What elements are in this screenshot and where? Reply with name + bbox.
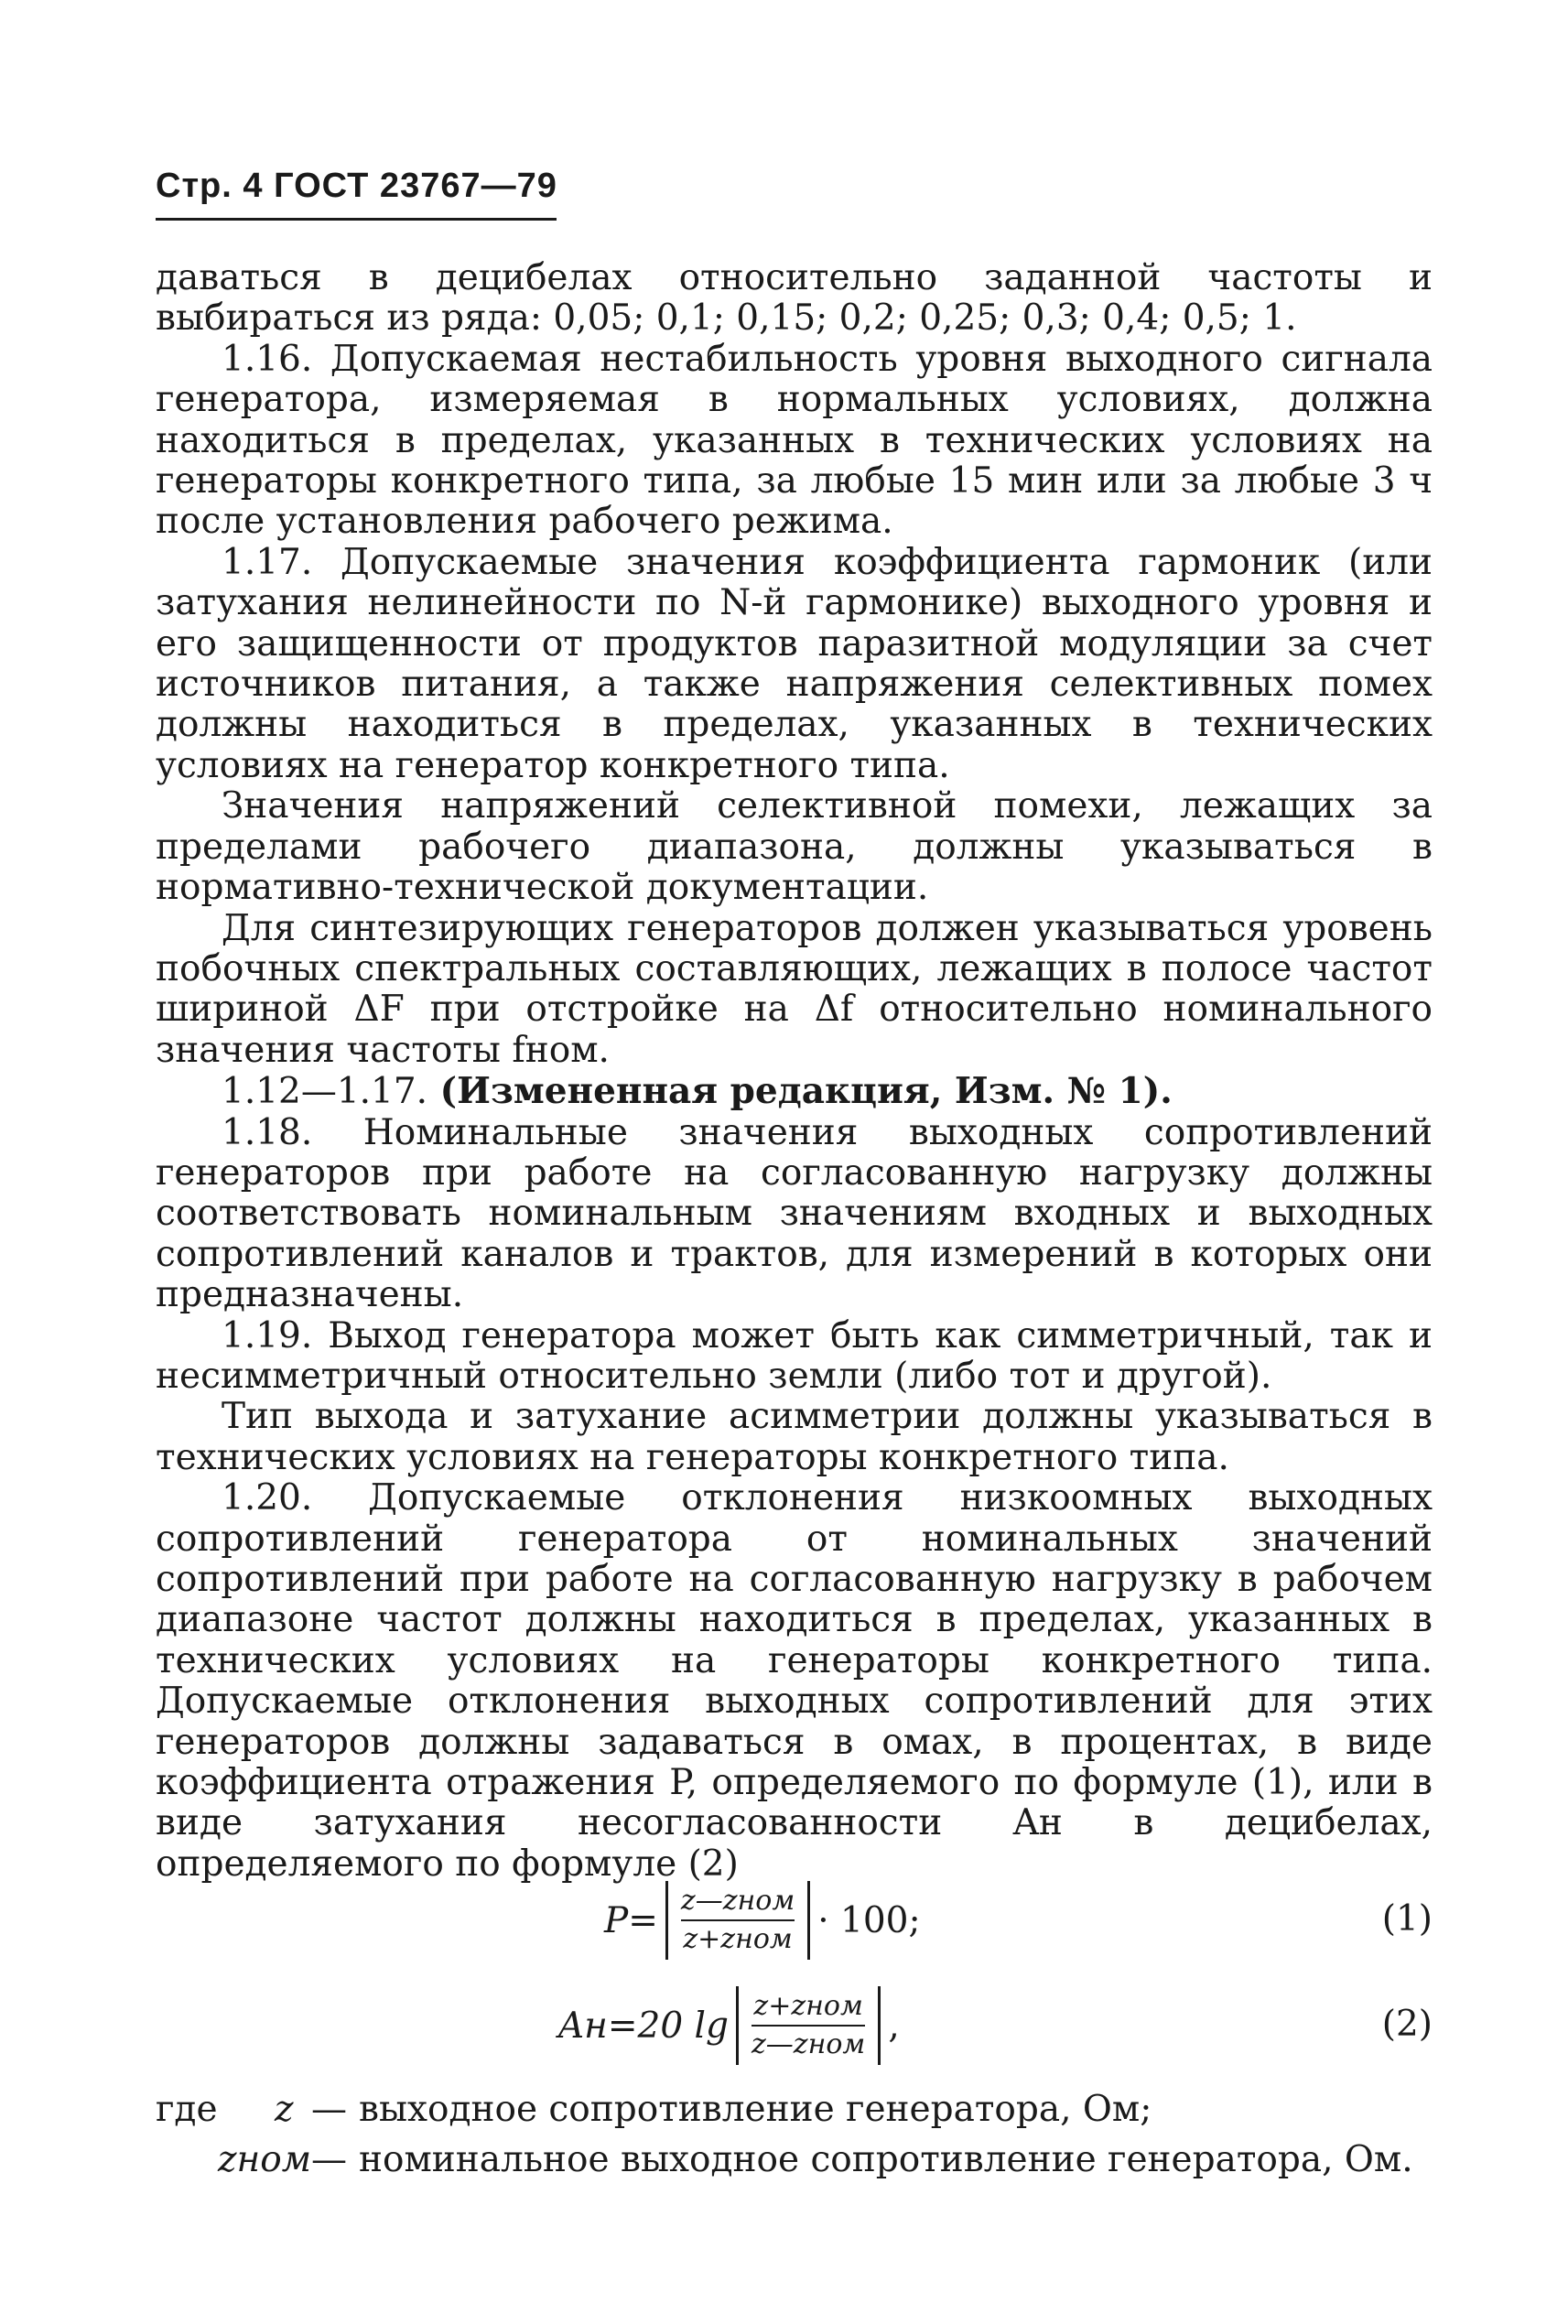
symbol-legend <box>156 2089 1433 2189</box>
numerator: z—zном <box>680 1885 795 1917</box>
page-header: Стр. 4 ГОСТ 23767—79 <box>156 167 557 205</box>
abs-value <box>665 1881 810 1960</box>
formula-tail: , <box>888 2005 900 2047</box>
legend-description: номинальное выходное сопротивление генератора, Ом. <box>359 2139 1413 2180</box>
paragraph: даваться в децибелах относительно заданной частоты и выбираться из ряда: 0,05; 0,1; 0,15; 0,2; 0,25; 0,3; 0,4; 0,5; 1. <box>156 257 1433 340</box>
paragraph: Значения напряжений селективной помехи, лежащих за пределами рабочего диапазона, должны указываться в нормативно-технической документации. <box>156 785 1433 909</box>
legend-symbol: z <box>275 2089 294 2130</box>
formula-lhs: Aн=20 lg <box>558 2005 729 2047</box>
formula-lhs: P= <box>604 1899 658 1941</box>
legend-dash: — <box>311 2089 347 2130</box>
denominator: z+zном <box>683 1923 793 1955</box>
legend-intro: где <box>156 2089 218 2130</box>
paragraph-1-18: 1.18. Номинальные значения выходных сопротивлений генераторов при работе на согласованную нагрузку должны соответствовать номинальным значениям входных и выходных сопротивлений каналов и трактов, для измерений в которых они предназначены. <box>156 1111 1433 1316</box>
revision-text: (Измененная редакция, Изм. № 1). <box>439 1070 1173 1113</box>
formula-number: (1) <box>1381 1898 1433 1940</box>
legend-description: выходное сопротивление генератора, Ом; <box>359 2089 1152 2130</box>
fraction <box>681 1885 795 1956</box>
body-text <box>156 258 1433 1885</box>
formula-number: (2) <box>1381 2004 1433 2045</box>
fraction <box>752 1990 865 2061</box>
numerator: z+zном <box>753 1990 863 2022</box>
formula-1 <box>156 1876 1433 1964</box>
revision-range: 1.12—1.17. <box>222 1071 428 1113</box>
paragraph-1-17: 1.17. Допускаемые значения коэффициента гармоник (или затухания нелинейности по N-й гармонике) выходного уровня и его защищенности от продуктов паразитной модуляции за счет источников питания, а также напряжения селективных помех должны находиться в пределах, указанных в технических условиях на генератор конкретного типа. <box>156 541 1433 786</box>
fraction-bar <box>752 2025 865 2027</box>
paragraph-1-19: 1.19. Выход генератора может быть как симметричный, так и несимметричный относительно земли (либо тот и другой). <box>156 1314 1433 1397</box>
fraction-bar <box>681 1919 795 1921</box>
paragraph: Для синтезирующих генераторов должен указываться уровень побочных спектральных составляющих, лежащих в полосе частот шириной ΔF при отстройке на Δf относительно номинального значения частоты fном. <box>156 907 1433 1071</box>
paragraph: Тип выхода и затухание асимметрии должны указываться в технических условиях на генераторы конкретного типа. <box>156 1396 1433 1478</box>
header-rule <box>156 218 557 221</box>
denominator: z—zном <box>752 2028 866 2060</box>
formula-2 <box>156 1982 1433 2070</box>
paragraph-1-16: 1.16. Допускаемая нестабильность уровня выходного сигнала генератора, измеряемая в нормальных условиях, должна находиться в пределах, указанных в технических условиях на генераторы конкретного типа, за любые 15 мин или за любые 3 ч после установления рабочего режима. <box>156 338 1433 543</box>
legend-dash: — <box>311 2139 347 2180</box>
formula-tail: · 100; <box>817 1899 921 1941</box>
abs-value <box>736 1986 881 2065</box>
legend-symbol: zном <box>218 2139 312 2180</box>
revision-note <box>156 1071 1433 1112</box>
paragraph-1-20: 1.20. Допускаемые отклонения низкоомных выходных сопротивлений генератора от номинальных значений сопротивлений при работе на согласованную нагрузку в рабочем диапазоне частот должны находиться в пределах, указанных в технических условиях на генераторы конкретного типа. Допускаемые отклонения выходных сопротивлений для этих генераторов должны задаваться в омах, в процентах, в виде коэффициента отражения P, определяемого по формуле (1), или в виде затухания несогласованности Aн в децибелах, определяемого по формуле (2) <box>156 1477 1433 1885</box>
